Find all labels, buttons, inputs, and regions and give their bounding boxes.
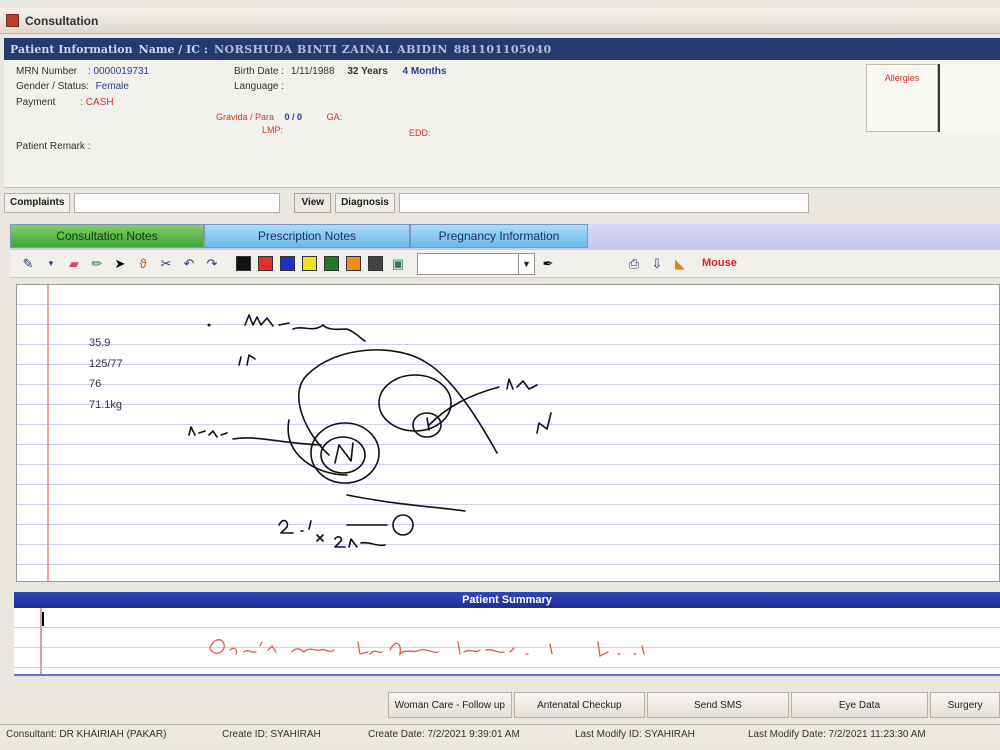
payment-label: Payment [16,97,56,108]
view-button[interactable]: View [294,193,331,213]
diagnosis-label: Diagnosis [335,193,395,213]
color-black-swatch[interactable] [236,256,251,271]
vital-pulse: 76 [89,378,102,390]
color-gray-swatch[interactable] [368,256,383,271]
color-yellow-swatch[interactable] [302,256,317,271]
gravida-label: Gravida / Para [216,112,275,122]
color-orange-swatch[interactable] [346,256,361,271]
status-bar [0,724,1000,746]
consultation-notes-canvas[interactable] [16,284,1000,582]
diagnosis-input[interactable] [399,193,809,213]
summary-handwriting [14,608,1000,676]
vital-weight: 71.1kg [89,399,123,411]
color-red-swatch[interactable] [258,256,273,271]
export-icon[interactable]: ⇩ [651,255,663,271]
lmp-label: LMP: [262,125,284,135]
ga-label: GA: [326,112,343,122]
notes-tabs [10,224,1000,250]
name-ic-label: Name / IC : [138,42,208,56]
color-blue-swatch[interactable] [280,256,295,271]
modify-date-status: Last Modify Date: 7/2/2021 11:23:30 AM [748,729,926,740]
clear-icon[interactable]: ◣ [675,255,685,271]
handwritten-sketch [17,285,999,581]
allergies-box[interactable] [866,64,938,132]
birth-value: 1/11/1988 [290,66,335,77]
complaints-row [4,192,1000,214]
patient-info-panel [4,60,1000,188]
vital-temperature: 35.9 [89,337,111,349]
cut-icon[interactable]: ✂ [160,255,172,271]
allergies-label: Allergies [884,73,920,83]
edd-field [409,128,431,138]
ink-pen-icon[interactable]: ✒ [542,255,554,271]
gender-value: Female [95,81,129,92]
tab-pregnancy-information[interactable]: Pregnancy Information [410,224,588,248]
edd-label: EDD: [409,128,431,138]
create-date-status: Create Date: 7/2/2021 9:39:01 AM [368,729,520,740]
input-mode-label: Mouse [702,257,737,269]
age-months: 4 Months [402,66,447,77]
undo-icon[interactable]: ↶ [183,255,195,271]
modify-id-status: Last Modify ID: SYAHIRAH [575,729,695,740]
consultant-status: Consultant: DR KHAIRIAH (PAKAR) [6,729,167,740]
mrn-value: : 0000019731 [87,66,150,77]
color-green-swatch[interactable] [324,256,339,271]
patient-info-label: Patient Information [10,42,133,56]
create-id-status: Create ID: SYAHIRAH [222,729,321,740]
tab-prescription-notes[interactable]: Prescription Notes [204,224,410,248]
antenatal-checkup-button[interactable]: Antenatal Checkup [514,692,646,718]
patient-ic: 881101105040 [453,42,552,56]
patient-summary-area[interactable] [14,608,1000,676]
consultation-app-icon [6,14,19,27]
pen-dropdown-icon[interactable]: ▾ [48,258,54,268]
payment-value: : CASH [80,97,114,108]
payment-field [16,97,114,108]
woman-care-followup-button[interactable]: Woman Care - Follow up [388,692,512,718]
ink-toolbar [10,250,1000,278]
birth-field [234,66,446,77]
mrn-field [16,66,149,77]
birth-label: Birth Date : [234,66,285,77]
language-field [234,81,284,92]
send-sms-button[interactable]: Send SMS [647,692,789,718]
vital-blood-pressure: 125/77 [89,358,123,370]
gender-field [16,81,129,92]
complaints-label: Complaints [4,193,70,213]
pen-icon[interactable]: ✎ [22,255,34,271]
patient-remark-label: Patient Remark : [16,141,91,152]
action-buttons [388,692,1000,718]
complaints-input[interactable] [74,193,280,213]
print-icon[interactable]: ⎙ [628,255,640,271]
patient-name: NORSHUDA BINTI ZAINAL ABIDIN [213,42,448,56]
surgery-button[interactable]: Surgery [930,692,1000,718]
pen-width-select[interactable] [417,253,535,275]
mrn-label: MRN Number [16,66,78,77]
eye-data-button[interactable]: Eye Data [791,692,929,718]
age-years: 32 Years [347,66,388,77]
pointer-icon[interactable]: ➤ [114,255,126,271]
gravida-field [216,112,342,122]
patient-summary-header: Patient Summary [14,592,1000,608]
spacer [284,193,290,213]
gravida-value: 0 / 0 [284,112,303,122]
chevron-down-icon[interactable]: ▼ [518,254,534,274]
image-icon[interactable]: ▣ [391,255,405,271]
window-title: Consultation [25,13,99,28]
patient-info-header [4,38,1000,60]
gender-label: Gender / Status: [16,81,89,92]
eraser-icon[interactable]: ▰ [69,255,79,271]
patient-remark-field [16,141,90,152]
tab-consultation-notes[interactable]: Consultation Notes [10,224,204,248]
lasso-icon[interactable]: ϑ [139,256,147,271]
redo-icon[interactable]: ↷ [206,255,218,271]
window-titlebar [0,8,1000,34]
language-label: Language : [234,81,285,92]
lmp-field [262,125,283,135]
marker-icon[interactable]: ✏ [91,255,103,271]
allergies-detail-box[interactable] [938,64,1000,132]
